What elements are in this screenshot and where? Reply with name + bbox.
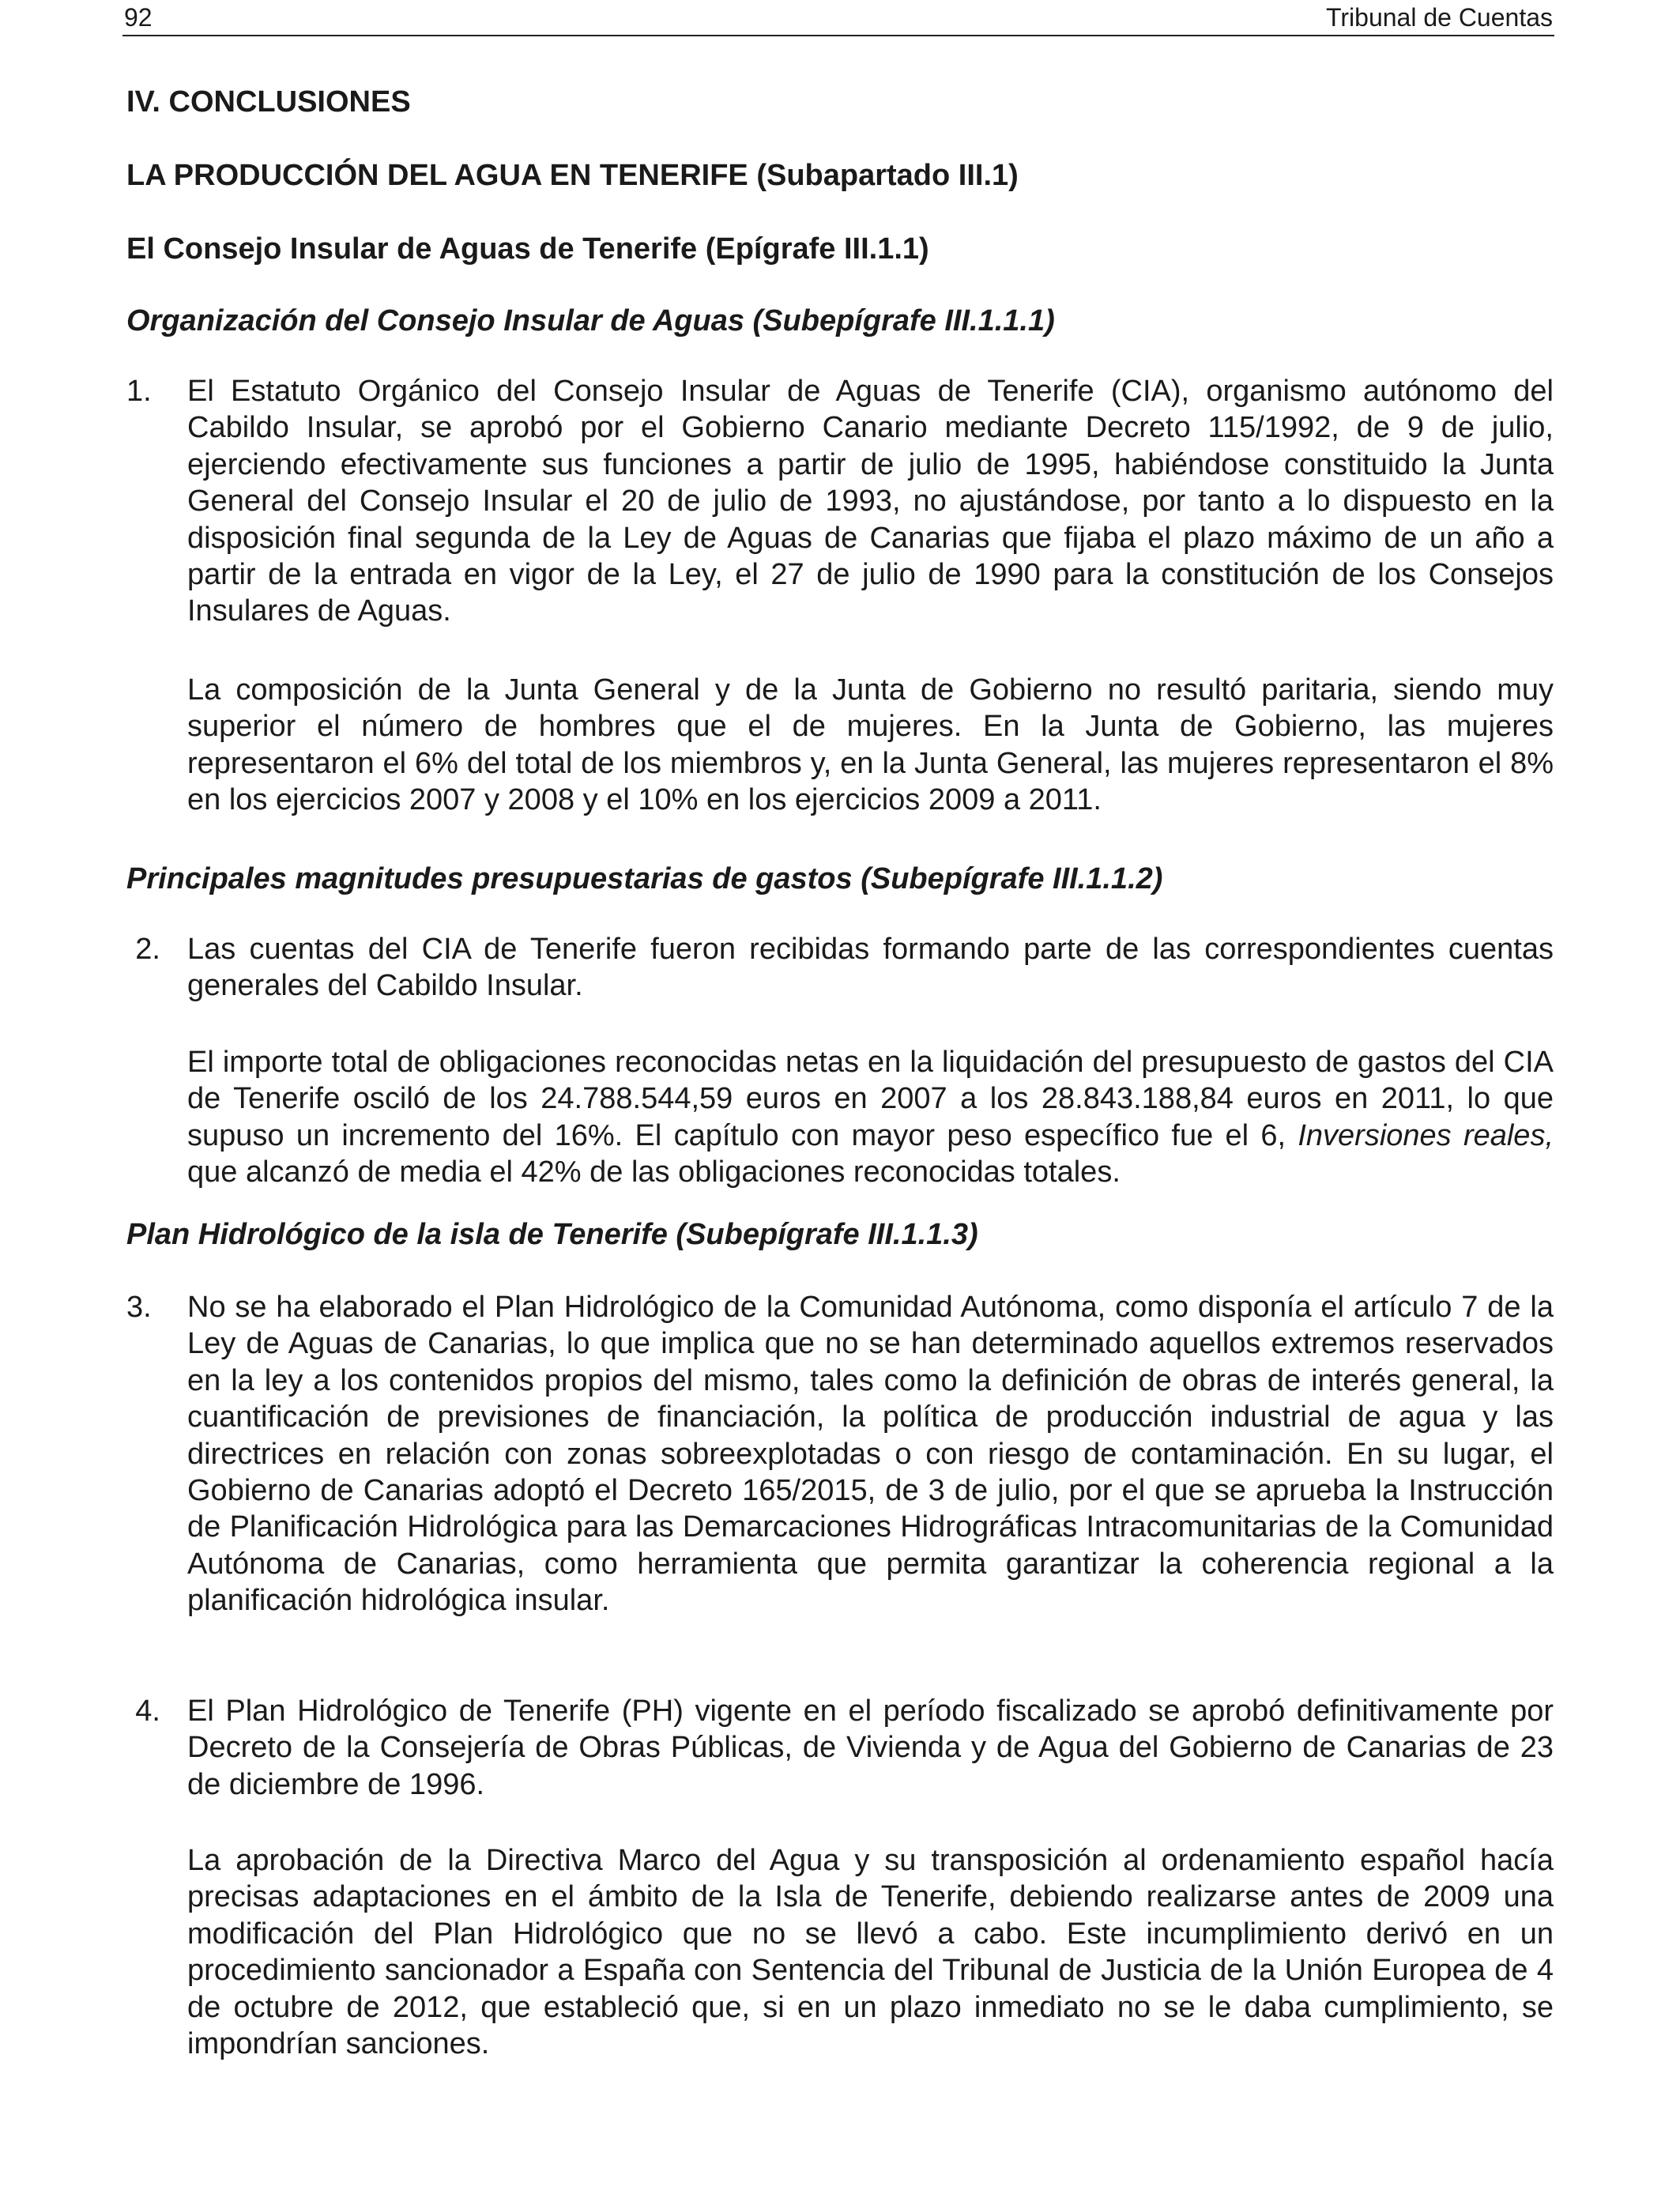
item-number: 3. <box>126 1291 152 1324</box>
page-header <box>122 0 1554 36</box>
subsection-heading: LA PRODUCCIÓN DEL AGUA EN TENERIFE (Subapartado III.1) <box>126 159 1019 192</box>
section-heading-conclusiones: IV. CONCLUSIONES <box>126 85 411 119</box>
item-2-paragraph-2-end: que alcanzó de media el 42% de las obligaciones reconocidas totales. <box>187 1155 1121 1189</box>
item-3-paragraph-1: No se ha elaborado el Plan Hidrológico de la Comunidad Autónoma, como disponía el artículo 7 de la Ley de Aguas de Canarias, lo que implica que no se han determinado aquellos extremos reservados en la ley a los contenidos propios del mismo, tales como la definición de obras de interés general, la cuantificación de previsiones de financiación, la política de producción industrial de agua y las directrices en relación con zonas sobreexplotadas o con riesgo de contaminación. En su lugar, el Gobierno de Canarias adoptó el Decreto 165/2015, de 3 de julio, por el que se aprueba la Instrucción de Planificación Hidrológica para las Demarcaciones Hidrográficas Intracomunitarias de la Comunidad Autónoma de Canarias, como herramienta que permita garantizar la coherencia regional a la planificación hidrológica insular. <box>187 1291 1554 1618</box>
subepigraph-heading-plan: Plan Hidrológico de la isla de Tenerife (Subepígrafe III.1.1.3) <box>126 1218 978 1251</box>
item-1-paragraph-1: El Estatuto Orgánico del Consejo Insular de Aguas de Tenerife (CIA), organismo autónomo del Cabildo Insular, se aprobó por el Gobierno Canario mediante Decreto 115/1992, de 9 de julio, ejerciendo efectivamente sus funciones a partir de julio de 1995, habiéndose constituido la Junta General del Consejo Insular el 20 de julio de 1993, no ajustándose, por tanto a lo dispuesto en la disposición final segunda de la Ley de Aguas de Canarias que fijaba el plazo máximo de un año a partir de la entrada en vigor de la Ley, el 27 de julio de 1990 para la constitución de los Consejos Insulares de Aguas. <box>187 375 1554 628</box>
item-4-paragraph-1: El Plan Hidrológico de Tenerife (PH) vigente en el período fiscalizado se aprobó definitivamente por Decreto de la Consejería de Obras Públicas, de Vivienda y de Agua del Gobierno de Canarias de 23 de diciembre de 1996. <box>187 1695 1554 1801</box>
epigraph-heading: El Consejo Insular de Aguas de Tenerife (Epígrafe III.1.1) <box>126 232 929 266</box>
item-2-paragraph-2 <box>187 1044 1554 1191</box>
item-1-paragraph-2: La composición de la Junta General y de la Junta de Gobierno no resultó paritaria, siendo muy superior el número de hombres que el de mujeres. En la Junta de Gobierno, las mujeres representaron el 6% del total de los miembros y, en la Junta General, las mujeres representaron el 8% en los ejercicios 2007 y 2008 y el 10% en los ejercicios 2009 a 2011. <box>187 673 1554 817</box>
item-2-italic-term: Inversiones reales, <box>1298 1118 1554 1152</box>
item-4-paragraph-2: La aprobación de la Directiva Marco del Agua y su transposición al ordenamiento español hacía precisas adaptaciones en el ámbito de la Isla de Tenerife, debiendo realizarse antes de 2009 una modificación del Plan Hidrológico que no se llevó a cabo. Este incumplimiento derivó en un procedimiento sancionador a España con Sentencia del Tribunal de Justicia de la Unión Europea de 4 de octubre de 2012, que estableció que, si en un plazo inmediato no se le daba cumplimiento, se impondrían sanciones. <box>187 1844 1554 2061</box>
subepigraph-heading-presupuesto: Principales magnitudes presupuestarias de gastos (Subepígrafe III.1.1.2) <box>126 862 1163 895</box>
item-number: 2. <box>135 933 160 966</box>
item-number: 1. <box>126 375 152 408</box>
subepigraph-heading-organizacion: Organización del Consejo Insular de Aguas (Subepígrafe III.1.1.1) <box>126 304 1055 337</box>
item-number: 4. <box>135 1695 160 1728</box>
item-2-paragraph-1: Las cuentas del CIA de Tenerife fueron recibidas formando parte de las correspondientes cuentas generales del Cabildo Insular. <box>187 933 1554 1003</box>
page-number: 92 <box>124 3 153 32</box>
item-2-paragraph-2-text: El importe total de obligaciones reconocidas netas en la liquidación del presupuesto de gastos del CIA de Tenerife osciló de los 24.788.544,59 euros en 2007 a los 28.843.188,84 euros en 2011, lo que supuso un incremento del 16%. El capítulo con mayor peso específico fue el 6, <box>187 1046 1554 1152</box>
running-title: Tribunal de Cuentas <box>1326 3 1553 32</box>
